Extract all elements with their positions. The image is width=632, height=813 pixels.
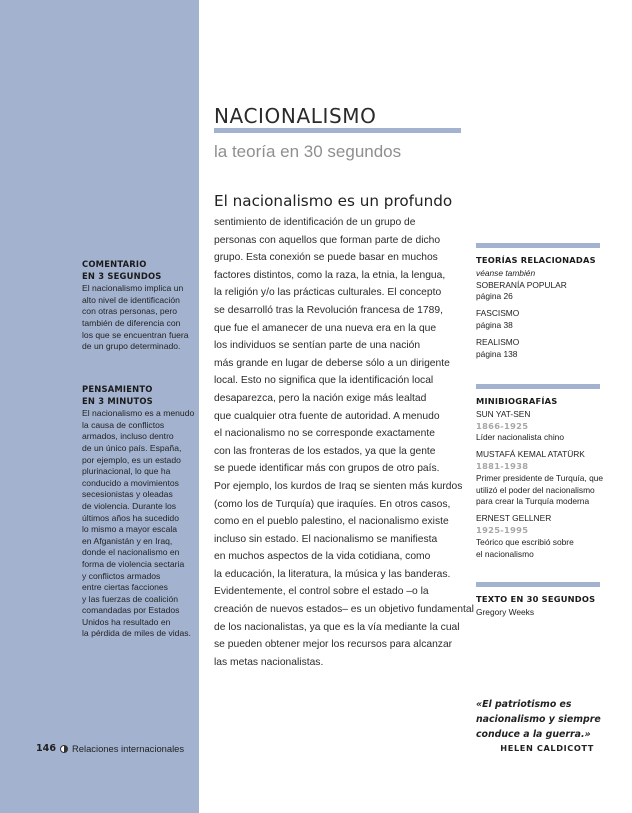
bios-heading: MINIBIOGRAFÍAS [476,396,558,406]
thought-heading-2: EN 3 MINUTOS [82,395,153,406]
body-line: se puede identificar más con grupos de otro país. [214,463,440,475]
author-box [476,582,600,619]
body-line: grupo. Esta conexión se puede basar en muchos [214,252,438,264]
bio-desc: para crear la Turquía moderna [476,496,590,507]
comment-line: con otras personas, pero [82,306,178,317]
author-rule [476,582,600,587]
thought-line: la pérdida de miles de vidas. [82,628,191,639]
thought-line: la causa de conflictos [82,419,165,430]
quote-author: HELEN CALDICOTT [500,743,594,753]
bio-years: 1925-1995 [476,524,529,535]
thought-line: secesionistas y oleadas [82,489,173,500]
thought-line: Unidos ha resultado en [82,616,171,627]
bio-name: ERNEST GELLNER [476,513,552,524]
body-line: se desarrolló tras la Revolución francesa de 1789, [214,304,443,316]
body-line: de los nacionalistas, ya que es la vía mediante la cual [214,621,460,633]
thought-line: y conflictos armados [82,570,161,581]
body-line: sentimiento de identificación de un grupo de [214,217,416,228]
related-item-name: FASCISMO [476,308,520,319]
body-line: creación de nuevos estados– es un objetivo fundamental [214,604,474,616]
comment-body [82,283,199,353]
body-line: factores distintos, como la raza, la etnia, la lengua, [214,269,446,281]
body-line: con las fronteras de los estados, ya que la gente [214,445,436,457]
half-circle-icon [60,745,68,753]
thought-line: de un único país. España, [82,442,182,453]
bio-name: SUN YAT-SEN [476,408,531,419]
quote-line: nacionalismo y siempre [476,714,601,725]
comment-heading-1: COMENTARIO [82,259,147,269]
body-line: local. Esto no significa que la identificación local [214,375,434,387]
body-line: como en el pueblo palestino, el nacionalismo existe [214,516,449,528]
thought-body [82,408,199,640]
mini-biographies [476,384,604,560]
related-item-page: página 38 [476,319,513,330]
comment-rule [82,245,199,249]
lead-text: El nacionalismo es un profundo [214,192,453,210]
quote-line: «El patriotismo es [476,699,572,710]
bio-desc: Líder nacionalista chino [476,432,564,443]
body-line: las metas nacionalistas. [214,656,324,668]
thought-line: entre ciertas facciones [82,582,168,593]
related-rule [476,243,600,248]
thought-box [82,371,199,640]
related-theories [476,243,600,360]
body-line: más grande en lugar de deberse sólo a un dirigente [214,357,450,369]
thought-line: conducido a movimientos [82,477,179,488]
comment-line: de un grupo determinado. [82,341,181,352]
body-line: la educación, la literatura, la música y las banderas. [214,568,451,580]
page-number: 146 [36,743,57,754]
thought-line: armados, incluso dentro [82,431,174,442]
body-line: personas con aquellos que forman parte de dicho [214,234,441,246]
body-line: (como los de Turquía) que iraquíes. En otros casos, [214,498,451,510]
thought-line: en Afganistán y en Iraq, [82,535,173,546]
body-line: el nacionalismo no se corresponde exactamente [214,428,435,440]
thought-line: últimos años ha sucedido [82,512,179,523]
comment-box [82,245,199,353]
section-name: Relaciones internacionales [72,743,185,754]
body-line: que cualquier otra fuente de autoridad. A menudo [214,410,440,422]
body-line: Evidentemente, el control sobre el estado –o la [214,586,429,598]
page-title: NACIONALISMO [214,104,377,128]
see-also-label: véanse también [476,267,536,278]
thought-line: plurinacional, lo que ha [82,466,171,477]
thought-line: lo mismo a mayor escala [82,524,178,535]
body-line: que fue el amanecer de una nueva era en la que [214,322,437,334]
related-item-name: SOBERANÍA POPULAR [476,279,567,290]
page-subtitle: la teoría en 30 segundos [214,142,402,161]
thought-line: de violencia. Durante los [82,500,177,511]
bio-desc: utilizó el poder del nacionalismo [476,484,595,495]
comment-line: alto nivel de identificación [82,294,180,305]
author-heading: TEXTO EN 30 SEGUNDOS [476,594,596,604]
comment-line: los que se encuentran fuera [82,329,189,340]
body-line: se pueden obtener mejor los recursos para alcanzar [214,639,453,651]
bio-desc: Teórico que escribió sobre [476,536,574,547]
body-line: desaparezca, pero la nación exige más lealtad [214,392,427,404]
body-line: incluso sin estado. El nacionalismo se manifiesta [214,533,438,545]
body-line: Por ejemplo, los kurdos de Iraq se sienten más kurdos [214,480,463,492]
related-item-name: REALISMO [476,336,520,347]
thought-line: comandadas por Estados [82,605,180,616]
quote-line: conduce a la guerra.» [476,729,591,740]
page-footer [36,743,184,754]
comment-line: también de diferencia con [82,317,181,328]
title-rule [214,128,461,133]
bio-years: 1881-1938 [476,460,529,471]
comment-heading-2: EN 3 SEGUNDOS [82,270,162,281]
comment-line: El nacionalismo implica un [82,283,184,294]
bio-desc: el nacionalismo [476,548,534,559]
bio-desc: Primer presidente de Turquía, que [476,472,604,483]
bio-name: MUSTAFÁ KEMAL ATATÜRK [476,449,585,460]
thought-rule [82,371,199,375]
thought-line: y las fuerzas de coalición [82,593,179,604]
bio-years: 1866-1925 [476,420,529,431]
body-line: la religión y/o las prácticas culturales. El concepto [214,287,442,299]
thought-line: El nacionalismo es a menudo [82,408,195,419]
body-line: en muchos aspectos de la vida cotidiana, como [214,551,431,563]
body-text [214,214,474,671]
related-item-page: página 138 [476,348,518,359]
related-heading: TEORÍAS RELACIONADAS [476,255,596,265]
author-name: Gregory Weeks [476,606,535,617]
bios-rule [476,384,600,389]
body-line: los individuos se sentían parte de una nación [214,340,421,352]
thought-line: donde el nacionalismo en [82,547,180,558]
thought-line: por ejemplo, es un estado [82,454,181,465]
pull-quote [476,697,601,742]
related-item-page: página 26 [476,291,513,302]
thought-line: forma de violencia sectaria [82,558,185,569]
thought-heading-1: PENSAMIENTO [82,384,153,394]
